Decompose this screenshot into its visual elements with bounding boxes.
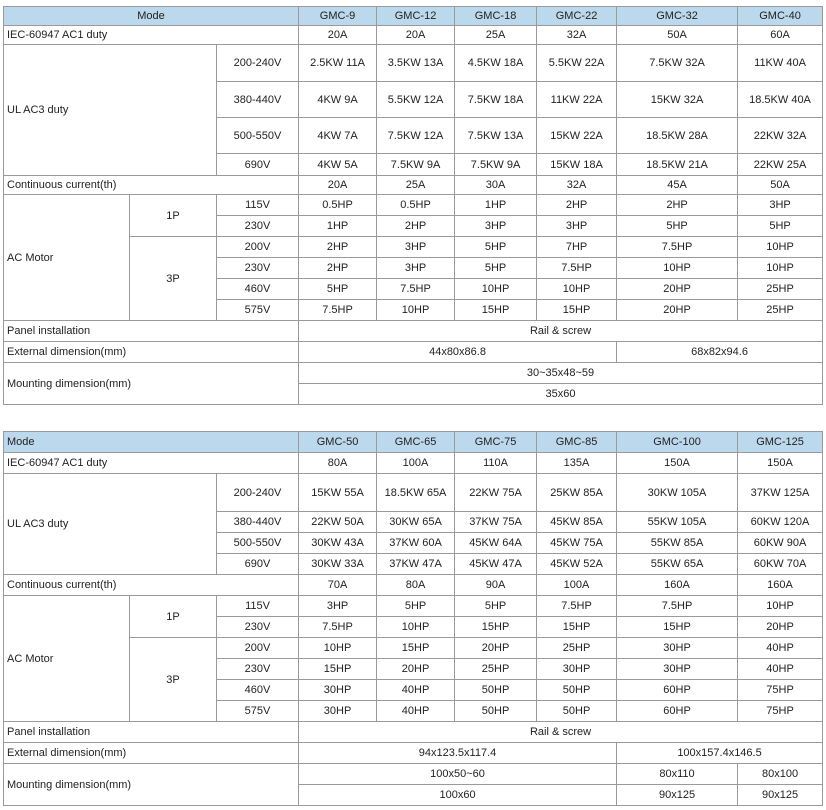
continuous-row (4, 575, 823, 596)
cell: 30HP (617, 659, 738, 680)
spec-table-1 (3, 6, 823, 405)
cell: 20HP (377, 659, 455, 680)
cell: 7.5HP (299, 300, 377, 321)
cell: 50A (738, 176, 823, 195)
cell: 7.5HP (617, 596, 738, 617)
cell: 4KW 5A (299, 154, 377, 176)
cell: 90x125 (738, 785, 823, 806)
cell: 2HP (617, 195, 738, 216)
row-label: Mounting dimension(mm) (4, 363, 299, 405)
cell: 68x82x94.6 (617, 342, 823, 363)
cell: 50A (617, 26, 738, 45)
cell: 135A (537, 453, 617, 474)
cell: 25HP (738, 279, 823, 300)
cell: 45KW 64A (455, 533, 537, 554)
cell: 75HP (738, 701, 823, 722)
phase-cell: 1P (130, 195, 217, 237)
cell: 20HP (455, 638, 537, 659)
cell: 4.5KW 18A (455, 45, 537, 82)
cell: 160A (617, 575, 738, 596)
continuous-row (4, 176, 823, 195)
cell: 30~35x48~59 (299, 363, 823, 384)
cell: 10HP (299, 638, 377, 659)
cell: 50HP (455, 680, 537, 701)
voltage-cell: 500-550V (217, 118, 299, 154)
cell: 15HP (537, 617, 617, 638)
row-label: UL AC3 duty (4, 45, 217, 176)
model-header: GMC-50 (299, 432, 377, 453)
voltage-cell: 380-440V (217, 82, 299, 118)
cell: 7.5KW 13A (455, 118, 537, 154)
voltage-cell: 500-550V (217, 533, 299, 554)
cell: 30KW 43A (299, 533, 377, 554)
cell: 5.5KW 22A (537, 45, 617, 82)
mounting-row (4, 764, 823, 785)
cell: 18.5KW 21A (617, 154, 738, 176)
cell: 5HP (377, 596, 455, 617)
cell: 4KW 9A (299, 82, 377, 118)
cell: 80A (299, 453, 377, 474)
cell: 80x100 (738, 764, 823, 785)
cell: 10HP (377, 300, 455, 321)
row-label: External dimension(mm) (4, 743, 299, 764)
cell: 2HP (299, 258, 377, 279)
cell: 20A (299, 176, 377, 195)
cell: 10HP (537, 279, 617, 300)
voltage-cell: 200V (217, 638, 299, 659)
cell: 50HP (537, 680, 617, 701)
ul-row (4, 45, 823, 82)
cell: 2.5KW 11A (299, 45, 377, 82)
voltage-cell: 460V (217, 680, 299, 701)
model-header: GMC-85 (537, 432, 617, 453)
cell: 32A (537, 26, 617, 45)
cell: 37KW 60A (377, 533, 455, 554)
cell: 15KW 32A (617, 82, 738, 118)
cell: 40HP (738, 659, 823, 680)
cell: 22KW 25A (738, 154, 823, 176)
cell: 160A (738, 575, 823, 596)
cell: 30A (455, 176, 537, 195)
header-row (4, 7, 823, 26)
row-label: Continuous current(th) (4, 575, 299, 596)
cell: 22KW 75A (455, 474, 537, 512)
cell: 5.5KW 12A (377, 82, 455, 118)
cell: 50HP (455, 701, 537, 722)
voltage-cell: 690V (217, 554, 299, 575)
cell: 94x123.5x117.4 (299, 743, 617, 764)
cell: 3HP (377, 237, 455, 258)
cell: 4KW 7A (299, 118, 377, 154)
cell: 60KW 120A (738, 512, 823, 533)
cell: 60KW 70A (738, 554, 823, 575)
cell: 35x60 (299, 384, 823, 405)
cell: 55KW 65A (617, 554, 738, 575)
cell: 50HP (537, 701, 617, 722)
cell: 3HP (455, 216, 537, 237)
cell: 25HP (455, 659, 537, 680)
cell: 7.5KW 9A (377, 154, 455, 176)
cell: 60KW 90A (738, 533, 823, 554)
cell: 45KW 85A (537, 512, 617, 533)
cell: 7.5KW 12A (377, 118, 455, 154)
cell: 18.5KW 65A (377, 474, 455, 512)
cell: 37KW 75A (455, 512, 537, 533)
cell: 90A (455, 575, 537, 596)
cell: 10HP (617, 258, 738, 279)
cell: 15HP (455, 617, 537, 638)
cell: 150A (738, 453, 823, 474)
iec-row (4, 453, 823, 474)
cell: 15HP (377, 638, 455, 659)
cell: 7.5HP (617, 237, 738, 258)
cell: 3.5KW 13A (377, 45, 455, 82)
row-label: IEC-60947 AC1 duty (4, 453, 299, 474)
row-label: UL AC3 duty (4, 474, 217, 575)
cell: 55KW 105A (617, 512, 738, 533)
cell: 55KW 85A (617, 533, 738, 554)
cell: 37KW 47A (377, 554, 455, 575)
cell: 110A (455, 453, 537, 474)
cell: 0.5HP (299, 195, 377, 216)
model-header: GMC-18 (455, 7, 537, 26)
cell: 7.5HP (537, 258, 617, 279)
cell: 15KW 55A (299, 474, 377, 512)
model-header: GMC-9 (299, 7, 377, 26)
cell: 30HP (299, 680, 377, 701)
cell: 44x80x86.8 (299, 342, 617, 363)
cell: 2HP (299, 237, 377, 258)
voltage-cell: 230V (217, 216, 299, 237)
cell: 100x157.4x146.5 (617, 743, 823, 764)
cell: 10HP (738, 237, 823, 258)
row-label: Panel installation (4, 321, 299, 342)
cell: 7.5HP (299, 617, 377, 638)
voltage-cell: 230V (217, 617, 299, 638)
cell: 100x60 (299, 785, 617, 806)
cell: 80x110 (617, 764, 738, 785)
cell: 1HP (299, 216, 377, 237)
cell: 30KW 65A (377, 512, 455, 533)
mode-header: Mode (4, 7, 299, 26)
cell: 60A (738, 26, 823, 45)
row-label: AC Motor (4, 596, 130, 722)
cell: 3HP (299, 596, 377, 617)
cell: Rail & screw (299, 722, 823, 743)
row-label: External dimension(mm) (4, 342, 299, 363)
external-row (4, 743, 823, 764)
model-header: GMC-40 (738, 7, 823, 26)
cell: 7.5HP (537, 596, 617, 617)
cell: 60HP (617, 701, 738, 722)
cell: 5HP (455, 258, 537, 279)
mounting-row (4, 363, 823, 384)
cell: 2HP (537, 195, 617, 216)
cell: 30KW 33A (299, 554, 377, 575)
cell: 45KW 75A (537, 533, 617, 554)
cell: Rail & screw (299, 321, 823, 342)
cell: 22KW 50A (299, 512, 377, 533)
cell: 30KW 105A (617, 474, 738, 512)
voltage-cell: 230V (217, 659, 299, 680)
external-row (4, 342, 823, 363)
cell: 100x50~60 (299, 764, 617, 785)
row-label: IEC-60947 AC1 duty (4, 26, 299, 45)
voltage-cell: 575V (217, 701, 299, 722)
cell: 25KW 85A (537, 474, 617, 512)
voltage-cell: 200-240V (217, 45, 299, 82)
cell: 45KW 47A (455, 554, 537, 575)
cell: 10HP (738, 596, 823, 617)
cell: 7.5KW 32A (617, 45, 738, 82)
cell: 2HP (377, 216, 455, 237)
cell: 75HP (738, 680, 823, 701)
cell: 7HP (537, 237, 617, 258)
ul-row (4, 474, 823, 512)
cell: 18.5KW 28A (617, 118, 738, 154)
cell: 5HP (299, 279, 377, 300)
cell: 25A (377, 176, 455, 195)
row-label: Panel installation (4, 722, 299, 743)
cell: 100A (537, 575, 617, 596)
cell: 5HP (455, 237, 537, 258)
cell: 15KW 22A (537, 118, 617, 154)
cell: 30HP (617, 638, 738, 659)
cell: 25A (455, 26, 537, 45)
cell: 20A (299, 26, 377, 45)
voltage-cell: 115V (217, 195, 299, 216)
model-header: GMC-22 (537, 7, 617, 26)
cell: 20HP (617, 279, 738, 300)
cell: 70A (299, 575, 377, 596)
cell: 60HP (617, 680, 738, 701)
model-header: GMC-75 (455, 432, 537, 453)
cell: 25HP (738, 300, 823, 321)
voltage-cell: 380-440V (217, 512, 299, 533)
cell: 15KW 18A (537, 154, 617, 176)
model-header: GMC-12 (377, 7, 455, 26)
cell: 10HP (455, 279, 537, 300)
cell: 15HP (299, 659, 377, 680)
model-header: GMC-65 (377, 432, 455, 453)
motor-row (4, 596, 823, 617)
cell: 45A (617, 176, 738, 195)
phase-cell: 1P (130, 596, 217, 638)
motor-row (4, 195, 823, 216)
cell: 20HP (738, 617, 823, 638)
cell: 100A (377, 453, 455, 474)
cell: 11KW 40A (738, 45, 823, 82)
cell: 150A (617, 453, 738, 474)
cell: 5HP (738, 216, 823, 237)
header-row (4, 432, 823, 453)
voltage-cell: 690V (217, 154, 299, 176)
model-header: GMC-100 (617, 432, 738, 453)
cell: 0.5HP (377, 195, 455, 216)
cell: 3HP (377, 258, 455, 279)
cell: 10HP (738, 258, 823, 279)
model-header: GMC-32 (617, 7, 738, 26)
cell: 30HP (299, 701, 377, 722)
panel-row (4, 722, 823, 743)
cell: 15HP (455, 300, 537, 321)
voltage-cell: 460V (217, 279, 299, 300)
cell: 90x125 (617, 785, 738, 806)
cell: 22KW 32A (738, 118, 823, 154)
cell: 15HP (617, 617, 738, 638)
cell: 18.5KW 40A (738, 82, 823, 118)
cell: 40HP (377, 680, 455, 701)
spec-table-2 (3, 431, 823, 806)
model-header: GMC-125 (738, 432, 823, 453)
cell: 37KW 125A (738, 474, 823, 512)
cell: 7.5KW 18A (455, 82, 537, 118)
iec-row (4, 26, 823, 45)
cell: 45KW 52A (537, 554, 617, 575)
cell: 80A (377, 575, 455, 596)
cell: 5HP (455, 596, 537, 617)
row-label: Mounting dimension(mm) (4, 764, 299, 806)
voltage-cell: 200V (217, 237, 299, 258)
cell: 1HP (455, 195, 537, 216)
cell: 11KW 22A (537, 82, 617, 118)
cell: 3HP (537, 216, 617, 237)
row-label: Continuous current(th) (4, 176, 299, 195)
cell: 30HP (537, 659, 617, 680)
cell: 15HP (537, 300, 617, 321)
cell: 7.5KW 9A (455, 154, 537, 176)
voltage-cell: 230V (217, 258, 299, 279)
mode-header: Mode (4, 432, 299, 453)
cell: 40HP (377, 701, 455, 722)
phase-cell: 3P (130, 237, 217, 321)
cell: 25HP (537, 638, 617, 659)
cell: 20HP (617, 300, 738, 321)
cell: 20A (377, 26, 455, 45)
row-label: AC Motor (4, 195, 130, 321)
cell: 40HP (738, 638, 823, 659)
panel-row (4, 321, 823, 342)
cell: 32A (537, 176, 617, 195)
cell: 3HP (738, 195, 823, 216)
voltage-cell: 575V (217, 300, 299, 321)
voltage-cell: 115V (217, 596, 299, 617)
phase-cell: 3P (130, 638, 217, 722)
cell: 10HP (377, 617, 455, 638)
cell: 7.5HP (377, 279, 455, 300)
cell: 5HP (617, 216, 738, 237)
voltage-cell: 200-240V (217, 474, 299, 512)
